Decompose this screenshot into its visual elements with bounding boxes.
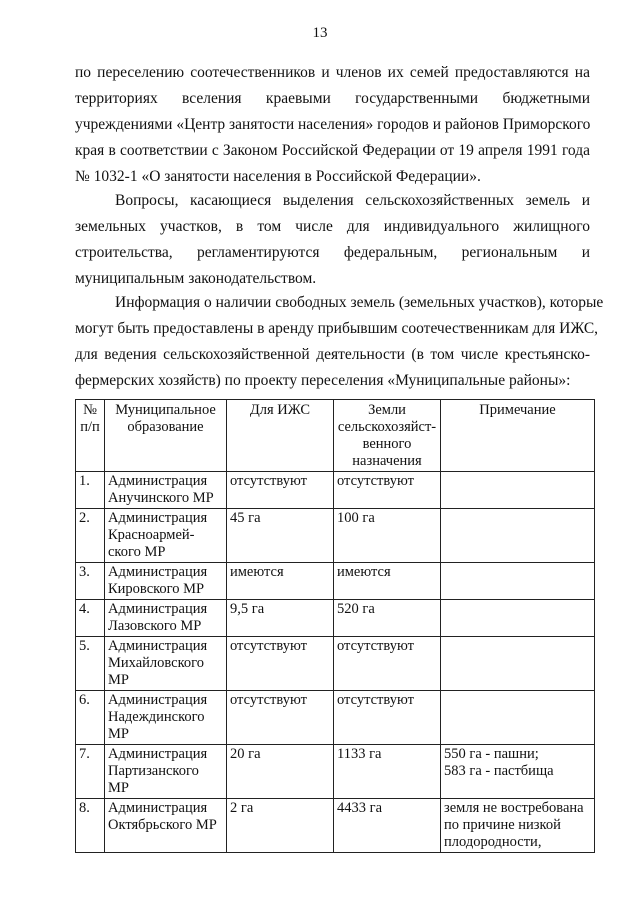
cell-agricultural-land-value: 520 га — [337, 601, 375, 617]
cell-izhs — [227, 472, 334, 509]
cell-number-value: 6. — [79, 692, 90, 708]
paragraph-line: края в соответствии с Законом Российской Федерации от 19 апреля 1991 года — [75, 142, 590, 159]
free-lands-table — [75, 399, 595, 853]
table-row — [76, 691, 595, 745]
cell-agricultural-land — [334, 472, 441, 509]
cell-note — [441, 691, 595, 745]
cell-agricultural-land — [334, 637, 441, 691]
cell-municipality-line: Красноармей- — [108, 527, 195, 543]
cell-note — [441, 509, 595, 563]
cell-izhs-value: отсутствуют — [230, 473, 307, 489]
cell-municipality-line: Администрация — [108, 746, 208, 762]
cell-municipality — [105, 563, 227, 600]
cell-izhs-value: имеются — [230, 564, 284, 580]
cell-number — [76, 472, 105, 509]
cell-municipality-line: Администрация — [108, 564, 208, 580]
table-row — [76, 472, 595, 509]
cell-izhs-value: 45 га — [230, 510, 261, 526]
cell-agricultural-land — [334, 600, 441, 637]
header-note — [441, 400, 595, 472]
paragraph-line: для ведения сельскохозяйственной деятельности (в том числе крестьянско- — [75, 346, 590, 363]
cell-number — [76, 691, 105, 745]
paragraph-line: Информация о наличии свободных земель (земельных участков), которые — [115, 294, 604, 311]
cell-municipality-line: Анучинского МР — [108, 490, 214, 506]
cell-note-line: 550 га - пашни; — [444, 746, 539, 762]
table-row — [76, 745, 595, 799]
cell-note — [441, 563, 595, 600]
header-agricultural-land — [334, 400, 441, 472]
cell-note-line: 583 га - пастбища — [444, 763, 554, 779]
cell-municipality — [105, 509, 227, 563]
cell-agricultural-land-value: отсутствуют — [337, 638, 414, 654]
paragraph — [75, 188, 590, 292]
cell-number — [76, 563, 105, 600]
cell-agricultural-land-value: отсутствуют — [337, 692, 414, 708]
cell-agricultural-land — [334, 799, 441, 853]
cell-municipality — [105, 472, 227, 509]
cell-izhs-value: 20 га — [230, 746, 261, 762]
header-text: Земли — [368, 402, 406, 418]
cell-note — [441, 600, 595, 637]
cell-agricultural-land — [334, 691, 441, 745]
table-row — [76, 600, 595, 637]
paragraph-line: фермерских хозяйств) по проекту переселения «Муниципальные районы»: — [75, 372, 571, 389]
paragraph-line: земельных участков, в том числе для индивидуального жилищного — [75, 218, 590, 235]
table-header-row — [76, 400, 595, 472]
paragraph — [75, 290, 604, 394]
cell-municipality — [105, 745, 227, 799]
cell-note-line: земля не востребована — [444, 800, 584, 816]
cell-agricultural-land-value: отсутствуют — [337, 473, 414, 489]
cell-municipality-line: Администрация — [108, 638, 208, 654]
table-row — [76, 637, 595, 691]
cell-number-value: 8. — [79, 800, 90, 816]
cell-note-line: плодородности, — [444, 834, 542, 850]
cell-municipality-line: МР — [108, 672, 129, 688]
header-municipality — [105, 400, 227, 472]
cell-izhs-value: 9,5 га — [230, 601, 265, 617]
paragraph-line: муниципальным законодательством. — [75, 270, 317, 287]
header-text: образование — [127, 419, 204, 435]
cell-municipality-line: Администрация — [108, 800, 208, 816]
cell-note — [441, 637, 595, 691]
header-text: сельскохозяйст- — [337, 419, 437, 435]
cell-agricultural-land — [334, 509, 441, 563]
header-izhs — [227, 400, 334, 472]
cell-municipality — [105, 600, 227, 637]
paragraph-line: строительства, регламентируются федеральным, региональным и — [75, 244, 590, 261]
cell-agricultural-land-value: имеются — [337, 564, 391, 580]
header-text: № — [83, 402, 97, 418]
cell-agricultural-land — [334, 563, 441, 600]
cell-municipality-line: Администрация — [108, 473, 208, 489]
paragraph-line: учреждениями «Центр занятости населения» городов и районов Приморского — [75, 116, 591, 133]
cell-number-value: 4. — [79, 601, 90, 617]
cell-number-value: 5. — [79, 638, 90, 654]
header-text: венного — [362, 436, 412, 452]
cell-number — [76, 509, 105, 563]
cell-number-value: 1. — [79, 473, 90, 489]
cell-municipality-line: Лазовского МР — [108, 618, 202, 634]
cell-number — [76, 745, 105, 799]
cell-izhs — [227, 637, 334, 691]
header-text: Для ИЖС — [249, 402, 311, 418]
cell-municipality-line: МР — [108, 726, 129, 742]
cell-agricultural-land-value: 1133 га — [337, 746, 382, 762]
cell-number-value: 3. — [79, 564, 90, 580]
cell-izhs-value: отсутствуют — [230, 692, 307, 708]
header-text: Муниципальное — [115, 402, 216, 418]
table-row — [76, 799, 595, 853]
cell-municipality-line: ского МР — [108, 544, 166, 560]
cell-note — [441, 472, 595, 509]
cell-municipality-line: Кировского МР — [108, 581, 205, 597]
paragraph-line: № 1032-1 «О занятости населения в Российской Федерации». — [75, 168, 481, 185]
header-text: назначения — [352, 453, 422, 469]
table-body — [76, 472, 595, 853]
cell-izhs-value: отсутствуют — [230, 638, 307, 654]
cell-municipality — [105, 637, 227, 691]
cell-municipality-line: Октябрьского МР — [108, 817, 217, 833]
header-text: п/п — [80, 419, 100, 435]
cell-municipality-line: Администрация — [108, 692, 208, 708]
cell-municipality-line: Администрация — [108, 510, 208, 526]
paragraph-line: могут быть предоставлены в аренду прибывшим соотечественникам для ИЖС, — [75, 320, 599, 337]
cell-izhs — [227, 799, 334, 853]
cell-municipality-line: МР — [108, 780, 129, 796]
header-number — [76, 400, 105, 472]
table-row — [76, 509, 595, 563]
cell-agricultural-land-value: 4433 га — [337, 800, 383, 816]
cell-note — [441, 745, 595, 799]
cell-izhs — [227, 600, 334, 637]
cell-municipality-line: Михайловского — [108, 655, 204, 671]
cell-number — [76, 600, 105, 637]
cell-number — [76, 799, 105, 853]
cell-municipality-line: Администрация — [108, 601, 208, 617]
cell-agricultural-land — [334, 745, 441, 799]
paragraph — [75, 60, 590, 190]
cell-municipality-line: Партизанского — [108, 763, 199, 779]
cell-izhs — [227, 509, 334, 563]
cell-izhs — [227, 563, 334, 600]
header-text: Примечание — [479, 402, 556, 418]
paragraph-line: территориях вселения краевыми государственными бюджетными — [75, 90, 590, 107]
cell-number-value: 2. — [79, 510, 90, 526]
page-number: 13 — [312, 25, 328, 41]
cell-municipality-line: Надеждинского — [108, 709, 205, 725]
paragraph-line: по переселению соотечественников и членов их семей предоставляются на — [75, 64, 590, 81]
cell-izhs — [227, 691, 334, 745]
cell-note — [441, 799, 595, 853]
cell-agricultural-land-value: 100 га — [337, 510, 375, 526]
cell-note-line: по причине низкой — [444, 817, 561, 833]
cell-municipality — [105, 691, 227, 745]
table-row — [76, 563, 595, 600]
cell-municipality — [105, 799, 227, 853]
cell-number — [76, 637, 105, 691]
cell-izhs — [227, 745, 334, 799]
cell-izhs-value: 2 га — [230, 800, 254, 816]
cell-number-value: 7. — [79, 746, 90, 762]
paragraph-line: Вопросы, касающиеся выделения сельскохозяйственных земель и — [115, 192, 590, 209]
